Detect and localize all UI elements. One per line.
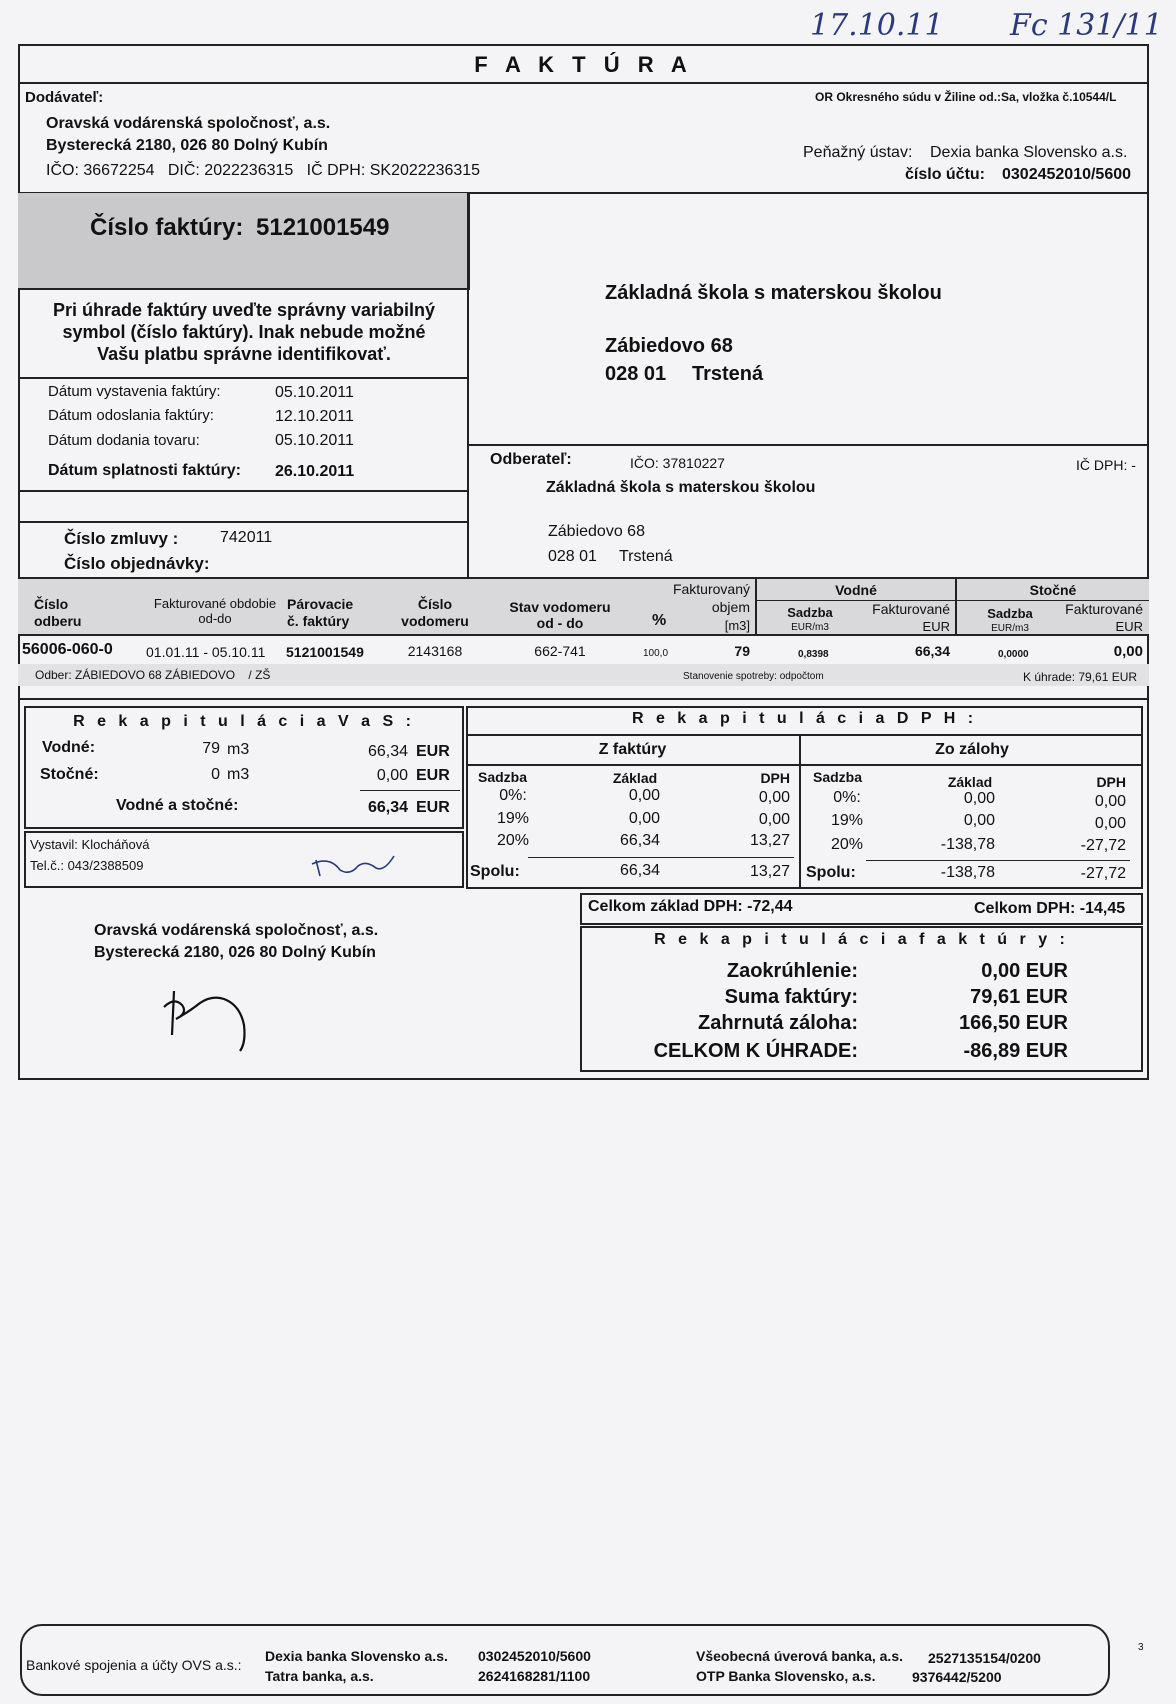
vas-vodne-qty: 79 (202, 740, 220, 757)
dph-l-spolu-tax: 13,27 (749, 863, 790, 880)
vas-stocne-label: Stočné: (40, 766, 99, 783)
th-s-sadzba: Sadzba (987, 606, 1033, 621)
cell-parovacie: 5121001549 (286, 644, 364, 660)
dph-zo-zalohy: Zo zálohy (935, 741, 1009, 758)
vas-vodne-label: Vodné: (42, 739, 96, 756)
dph-l-h-sadzba: Sadzba (478, 769, 528, 785)
footer-bank-1: Dexia banka Slovensko a.s. (265, 1648, 448, 1664)
vas-total-currency: EUR (416, 799, 450, 816)
divider (528, 857, 794, 858)
bank-value: Dexia banka Slovensko a.s. (930, 144, 1128, 161)
th-vodomer-2: vodomeru (401, 613, 469, 629)
celkom-zaklad: Celkom základ DPH: -72,44 (588, 898, 793, 915)
payment-notice-2: symbol (číslo faktúry). Inak nebude možné (62, 322, 426, 342)
dph-r-base-1: 0,00 (963, 812, 995, 829)
customer-ico: IČO: 37810227 (630, 455, 725, 471)
dph-l-h-zaklad: Základ (612, 770, 658, 786)
cell-v-sadzba: 0,8398 (798, 649, 829, 660)
th-obdobie-1: Fakturované obdobie (153, 596, 277, 611)
vas-total-value: 66,34 (367, 799, 408, 816)
dph-l-tax-1: 0,00 (758, 811, 790, 828)
customer-name: Základná škola s materskou školou (546, 479, 816, 496)
th-pct: % (652, 612, 667, 629)
supplier-address: Bysterecká 2180, 026 80 Dolný Kubín (46, 137, 328, 154)
th-v-fakt-unit: EUR (922, 619, 950, 634)
footer-bank-3: Všeobecná úverová banka, a.s. (696, 1648, 903, 1664)
th-s-fakt-unit: EUR (1115, 619, 1143, 634)
summary-rounding-label: Zaokrúhlenie: (726, 960, 858, 982)
vas-stocne-value: 0,00 (376, 767, 408, 784)
handwritten-ref: Fc 131/11 (1010, 8, 1163, 43)
issued-by: Vystavil: Klocháňová (30, 837, 150, 852)
issuer-phone: Tel.č.: 043/2388509 (30, 858, 144, 873)
supplier-name: Oravská vodárenská spoločnosť, a.s. (46, 115, 331, 132)
dph-r-rate-0: 0%: (833, 789, 861, 806)
recipient-street: Zábiedovo 68 (605, 335, 733, 357)
customer-zip: 028 01 (548, 548, 597, 565)
summary-sum-label: Suma faktúry: (724, 986, 858, 1008)
dph-z-faktury: Z faktúry (598, 741, 667, 758)
footer-account-3: 2527135154/0200 (928, 1650, 1041, 1666)
customer-street: Zábiedovo 68 (548, 523, 645, 540)
dph-l-spolu-label: Spolu: (470, 863, 520, 880)
signature (160, 985, 280, 1055)
summary-deposit-value: 166,50 EUR (959, 1012, 1068, 1034)
dph-r-rate-2: 20% (830, 836, 864, 853)
dph-l-base-1: 0,00 (628, 810, 660, 827)
th-obdobie-2: od-do (198, 611, 232, 626)
dph-r-h-sadzba: Sadzba (813, 769, 863, 785)
supplier-label: Dodávateľ: (25, 89, 104, 106)
invoice-title: F A K T Ú R A (474, 52, 693, 77)
dph-r-spolu-label: Spolu: (806, 864, 856, 881)
footer-bank-4: OTP Banka Slovensko, a.s. (696, 1668, 876, 1684)
th-objem-2: objem (711, 599, 750, 615)
divider (466, 764, 1143, 766)
dph-l-rate-0: 0%: (499, 787, 527, 804)
handwritten-date: 17.10.11 (810, 8, 944, 43)
th-stav-2: od - do (536, 615, 584, 631)
stamp-address: Bysterecká 2180, 026 80 Dolný Kubín (94, 944, 376, 961)
th-v-sadzba-unit: EUR/m3 (791, 622, 829, 633)
account-value: 0302452010/5600 (1002, 166, 1132, 183)
summary-rounding-value: 0,00 EUR (981, 960, 1068, 982)
issuer-signature (310, 846, 400, 882)
vas-vodne-unit: m3 (227, 741, 250, 758)
date-issued-label: Dátum vystavenia faktúry: (48, 383, 221, 400)
customer-icdph: IČ DPH: - (1076, 457, 1136, 473)
dph-l-tax-2: 13,27 (749, 832, 790, 849)
th-odber-1: Číslo (34, 596, 69, 612)
cell-obdobie: 01.01.11 - 05.10.11 (146, 644, 266, 660)
summary-deposit-label: Zahrnutá záloha: (697, 1012, 858, 1034)
dph-r-tax-1: 0,00 (1094, 815, 1126, 832)
contract-label: Číslo zmluvy : (64, 529, 179, 548)
stamp-name: Oravská vodárenská spoločnosť, a.s. (94, 922, 379, 939)
dph-l-tax-0: 0,00 (758, 789, 790, 806)
order-label: Číslo objednávky: (64, 554, 210, 573)
celkom-dph: Celkom DPH: -14,45 (974, 900, 1126, 917)
cell-vodomer: 2143168 (407, 643, 463, 659)
supplier-register: OR Okresného súdu v Žiline od.:Sa, vložka č.10544/L (815, 90, 1117, 104)
vas-vodne-value: 66,34 (367, 743, 408, 760)
date-issued-value: 05.10.2011 (275, 384, 354, 401)
th-odber-2: odberu (34, 613, 82, 629)
invoice-number-label: Číslo faktúry: (90, 214, 244, 241)
footer-account-1: 0302452010/5600 (478, 1648, 591, 1664)
customer-city: Trstená (619, 548, 673, 565)
date-delivery-value: 05.10.2011 (275, 432, 354, 449)
dph-r-h-zaklad: Základ (947, 774, 993, 790)
date-delivery-label: Dátum dodania tovaru: (48, 432, 200, 449)
date-sent-value: 12.10.2011 (275, 408, 354, 425)
footer-account-4: 9376442/5200 (912, 1669, 1002, 1685)
divider (18, 490, 468, 492)
dph-r-h-dph: DPH (1096, 774, 1126, 790)
payment-notice-3: Vašu platbu správne identifikovať. (97, 344, 391, 364)
footer-label: Bankové spojenia a účty OVS a.s.: (26, 1657, 242, 1673)
vas-title: R e k a p i t u l á c i a V a S : (73, 713, 415, 730)
divider (18, 521, 468, 523)
vas-stocne-qty: 0 (211, 766, 220, 783)
footer-account-2: 2624168281/1100 (478, 1668, 591, 1684)
divider (468, 444, 1149, 446)
divider (866, 860, 1130, 861)
cell-stav: 662-741 (534, 643, 586, 659)
vas-stocne-unit: m3 (227, 766, 250, 783)
page-number: 3 (1138, 1642, 1144, 1653)
dph-l-rate-2: 20% (496, 832, 530, 849)
cell-objem: 79 (734, 643, 750, 659)
payment-notice-1: Pri úhrade faktúry uveďte správny variabilný (52, 300, 436, 320)
k-uhrade-note: K úhrade: 79,61 EUR (1023, 670, 1138, 684)
vas-stocne-currency: EUR (416, 767, 450, 784)
th-s-fakt: Fakturované (1065, 601, 1143, 617)
th-v-fakt: Fakturované (872, 601, 950, 617)
spotreba-note: Stanovenie spotreby: odpočtom (683, 671, 824, 682)
cell-s-sadzba: 0,0000 (998, 649, 1029, 660)
dph-l-base-0: 0,00 (628, 787, 660, 804)
divider (18, 82, 1149, 84)
vas-vodne-currency: EUR (416, 743, 450, 760)
dph-l-spolu-base: 66,34 (619, 862, 660, 879)
date-due-label: Dátum splatnosti faktúry: (48, 462, 241, 479)
cell-odber: 56006-060-0 (22, 641, 113, 658)
recipient-name: Základná škola s materskou školou (605, 282, 942, 304)
divider (466, 734, 1143, 736)
dph-title: R e k a p i t u l á c i a D P H : (631, 710, 978, 727)
th-objem-1: Fakturovaný (672, 581, 750, 597)
date-due-value: 26.10.2011 (275, 463, 355, 480)
th-parovacie-1: Párovacie (287, 596, 354, 612)
dph-l-base-2: 66,34 (619, 832, 660, 849)
dph-r-spolu-tax: -27,72 (1080, 865, 1126, 882)
summary-total-label: CELKOM K ÚHRADE: (653, 1040, 858, 1062)
customer-label: Odberateľ: (490, 451, 572, 468)
dph-r-base-2: -138,78 (940, 836, 995, 853)
recipient-zip: 028 01 (605, 363, 667, 385)
th-s-sadzba-unit: EUR/m3 (991, 623, 1029, 634)
invoice-number: 5121001549 (256, 214, 390, 241)
th-vodne: Vodné (835, 582, 877, 598)
summary-title: R e k a p i t u l á c i a f a k t ú r y : (654, 931, 1069, 948)
th-v-sadzba: Sadzba (787, 605, 833, 620)
supplier-ids: IČO: 36672254 DIČ: 2022236315 IČ DPH: SK2022236315 (46, 162, 481, 179)
th-parovacie-2: č. faktúry (287, 613, 350, 629)
account-label: číslo účtu: (905, 166, 986, 183)
summary-sum-value: 79,61 EUR (970, 986, 1068, 1008)
date-sent-label: Dátum odoslania faktúry: (48, 407, 214, 424)
th-vodomer-1: Číslo (417, 596, 453, 612)
vas-total-label: Vodné a stočné: (116, 797, 239, 814)
dph-l-rate-1: 19% (496, 810, 530, 827)
dph-r-tax-2: -27,72 (1080, 837, 1126, 854)
divider (18, 377, 468, 379)
th-stocne: Stočné (1029, 582, 1077, 598)
cell-pct: 100,0 (643, 648, 669, 659)
contract-value: 742011 (220, 529, 273, 546)
dph-r-rate-1: 19% (830, 812, 864, 829)
dph-r-spolu-base: -138,78 (940, 864, 995, 881)
bank-label: Peňažný ústav: (803, 144, 913, 161)
recipient-city: Trstená (692, 363, 764, 385)
th-objem-3: [m3] (724, 618, 750, 633)
summary-total-value: -86,89 EUR (963, 1040, 1068, 1062)
invoice-number-box (18, 193, 470, 290)
cell-v-fakt: 66,34 (914, 643, 950, 659)
odber-note: Odber: ZÁBIEDOVO 68 ZÁBIEDOVO / ZŠ (35, 668, 271, 682)
divider (467, 193, 469, 577)
cell-s-fakt: 0,00 (1113, 643, 1143, 660)
dph-l-h-dph: DPH (760, 770, 790, 786)
th-stav-1: Stav vodomeru (509, 599, 611, 615)
footer-bank-2: Tatra banka, a.s. (265, 1668, 374, 1684)
dph-r-tax-0: 0,00 (1094, 793, 1126, 810)
dph-r-base-0: 0,00 (963, 790, 995, 807)
divider (360, 790, 460, 791)
